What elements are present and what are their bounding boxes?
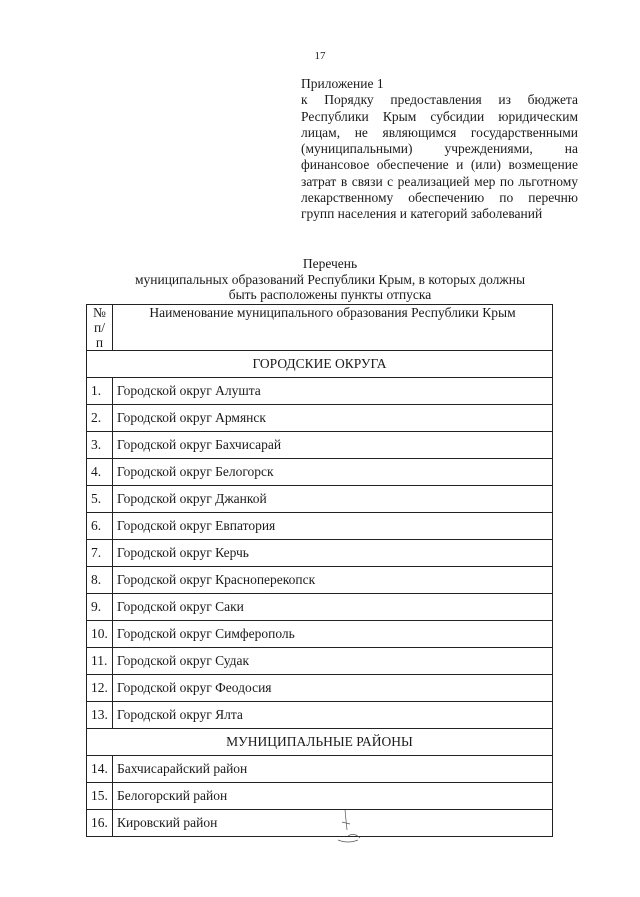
header-name: Наименование муниципального образования Республики Крым [113, 305, 553, 351]
row-number: 8. [87, 567, 113, 594]
page-number: 17 [314, 50, 326, 62]
row-name: Городской округ Джанкой [113, 486, 553, 513]
section-title: МУНИЦИПАЛЬНЫЕ РАЙОНЫ [87, 729, 553, 756]
row-name: Городской округ Судак [113, 648, 553, 675]
row-name: Белогорский район [113, 783, 553, 810]
list-heading-title: Перечень [302, 256, 358, 271]
table-row [87, 513, 553, 540]
row-number: 7. [87, 540, 113, 567]
list-heading-line-3: быть расположены пункты отпуска [228, 287, 432, 302]
section-row [87, 351, 553, 378]
row-number: 3. [87, 432, 113, 459]
table-row [87, 648, 553, 675]
row-number: 14. [87, 756, 113, 783]
section-title: ГОРОДСКИЕ ОКРУГА [87, 351, 553, 378]
table-row [87, 594, 553, 621]
table-body [87, 351, 553, 837]
row-name: Городской округ Ялта [113, 702, 553, 729]
table-row [87, 432, 553, 459]
table-row [87, 540, 553, 567]
row-name: Городской округ Бахчисарай [113, 432, 553, 459]
row-number: 12. [87, 675, 113, 702]
row-name: Городской округ Алушта [113, 378, 553, 405]
header-number: № п/п [87, 305, 113, 351]
ink-mark [320, 800, 380, 850]
row-name: Кировский район [113, 810, 553, 837]
table-row [87, 378, 553, 405]
table-header-row [87, 305, 553, 351]
row-number: 15. [87, 783, 113, 810]
row-name: Городской округ Саки [113, 594, 553, 621]
table-row [87, 567, 553, 594]
row-number: 10. [87, 621, 113, 648]
row-number: 6. [87, 513, 113, 540]
list-heading [90, 256, 570, 303]
row-name: Городской округ Красноперекопск [113, 567, 553, 594]
row-name: Городской округ Керчь [113, 540, 553, 567]
table-row [87, 675, 553, 702]
row-name: Городской округ Феодосия [113, 675, 553, 702]
row-name: Городской округ Симферополь [113, 621, 553, 648]
row-name: Городской округ Белогорск [113, 459, 553, 486]
row-number: 5. [87, 486, 113, 513]
appendix-title: Приложение 1 [301, 76, 384, 91]
row-name: Городской округ Евпатория [113, 513, 553, 540]
table-row [87, 702, 553, 729]
row-name: Бахчисарайский район [113, 756, 553, 783]
section-row [87, 729, 553, 756]
appendix-body: к Порядку предоставления из бюджета Республики Крым субсидии юридическим лицам, не являющимся государственными (муниципальными) учреждениями, на финансовое обеспечение и (или) возмещение затрат в связи с реализацией мер по льготному лекарственному обеспечению по перечню групп населения и категорий заболеваний [301, 92, 578, 222]
table-row [87, 486, 553, 513]
table-row [87, 756, 553, 783]
row-number: 11. [87, 648, 113, 675]
table-row [87, 621, 553, 648]
table-row [87, 405, 553, 432]
table-row [87, 459, 553, 486]
row-number: 1. [87, 378, 113, 405]
row-number: 16. [87, 810, 113, 837]
row-number: 13. [87, 702, 113, 729]
municipalities-table [86, 304, 553, 837]
row-number: 4. [87, 459, 113, 486]
row-number: 9. [87, 594, 113, 621]
row-number: 2. [87, 405, 113, 432]
list-heading-line-2: муниципальных образований Республики Крым, в которых должны [134, 271, 526, 287]
row-name: Городской округ Армянск [113, 405, 553, 432]
appendix-block [301, 76, 578, 223]
